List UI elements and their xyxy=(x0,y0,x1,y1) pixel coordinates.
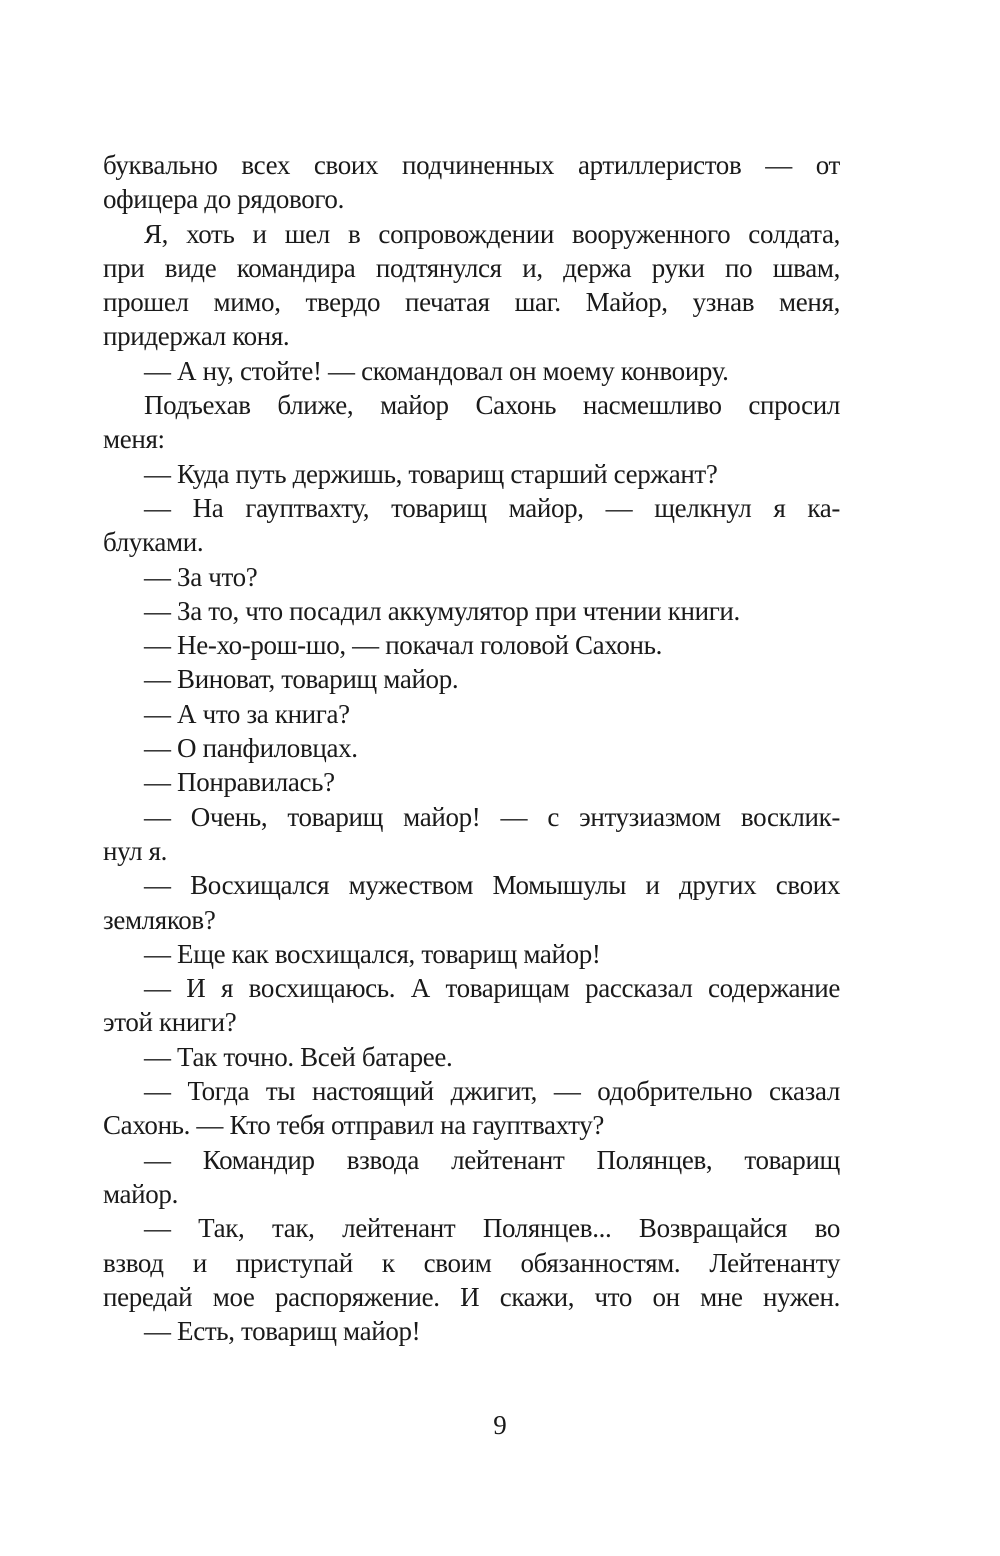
text-line: земляков? xyxy=(103,904,216,935)
text-line: — Куда путь держишь, товарищ старший сержант? xyxy=(144,458,718,489)
text-line: Подъехав ближе, майор Сахонь насмешливо спросил xyxy=(144,390,840,421)
text-line: — Восхищался мужеством Момышулы и других своих xyxy=(144,870,840,901)
text-line: — Не-хо-рош-шо, — покачал головой Сахонь. xyxy=(144,630,663,661)
body-text xyxy=(103,148,840,1348)
text-line: — Командир взвода лейтенант Полянцев, товарищ xyxy=(144,1144,840,1175)
text-line: Я, хоть и шел в сопровождении вооруженного солдата, xyxy=(144,218,840,249)
text-line: — Виноват, товарищ майор. xyxy=(144,664,459,695)
text-line: передай мое распоряжение. И скажи, что он мне нужен. xyxy=(103,1281,840,1312)
text-line: буквально всех своих подчиненных артиллеристов — от xyxy=(103,150,840,180)
text-line: нул я. xyxy=(103,835,168,866)
text-line: взвод и приступай к своим обязанностям. Лейтенанту xyxy=(103,1247,840,1278)
text-line: Сахонь. — Кто тебя отправил на гауптвахту? xyxy=(103,1110,605,1141)
text-line: майор. xyxy=(103,1178,178,1209)
text-line: — А ну, стойте! — скомандовал он моему конвоиру. xyxy=(144,355,729,386)
text-line: — Так, так, лейтенант Полянцев... Возвращайся во xyxy=(144,1213,840,1244)
text-line: — Есть, товарищ майор! xyxy=(144,1316,421,1347)
text-line: — Тогда ты настоящий джигит, — одобрительно сказал xyxy=(144,1076,840,1107)
text-line: блуками. xyxy=(103,527,204,558)
page-number: 9 xyxy=(493,1410,507,1440)
text-line: — За что? xyxy=(144,561,258,592)
text-line: — На гауптвахту, товарищ майор, — щелкнул я ка- xyxy=(144,492,840,523)
text-line: офицера до рядового. xyxy=(103,184,344,215)
text-line: этой книги? xyxy=(103,1007,237,1038)
text-line: — Еще как восхищался, товарищ майор! xyxy=(144,938,601,969)
text-line: — За то, что посадил аккумулятор при чтении книги. xyxy=(144,595,740,626)
text-line: при виде командира подтянулся и, держа руки по швам, xyxy=(103,252,840,283)
text-line: — А что за книга? xyxy=(144,698,350,729)
text-line: — О панфиловцах. xyxy=(144,733,358,764)
text-line: — И я восхищаюсь. А товарищам рассказал содержание xyxy=(144,973,840,1004)
text-line: — Понравилась? xyxy=(144,767,335,798)
text-line: — Очень, товарищ майор! — с энтузиазмом восклик- xyxy=(144,801,840,832)
text-line: придержал коня. xyxy=(103,321,290,352)
text-line: — Так точно. Всей батарее. xyxy=(144,1041,453,1072)
text-line: прошел мимо, твердо печатая шаг. Майор, узнав меня, xyxy=(103,287,840,318)
text-line: меня: xyxy=(103,424,165,455)
